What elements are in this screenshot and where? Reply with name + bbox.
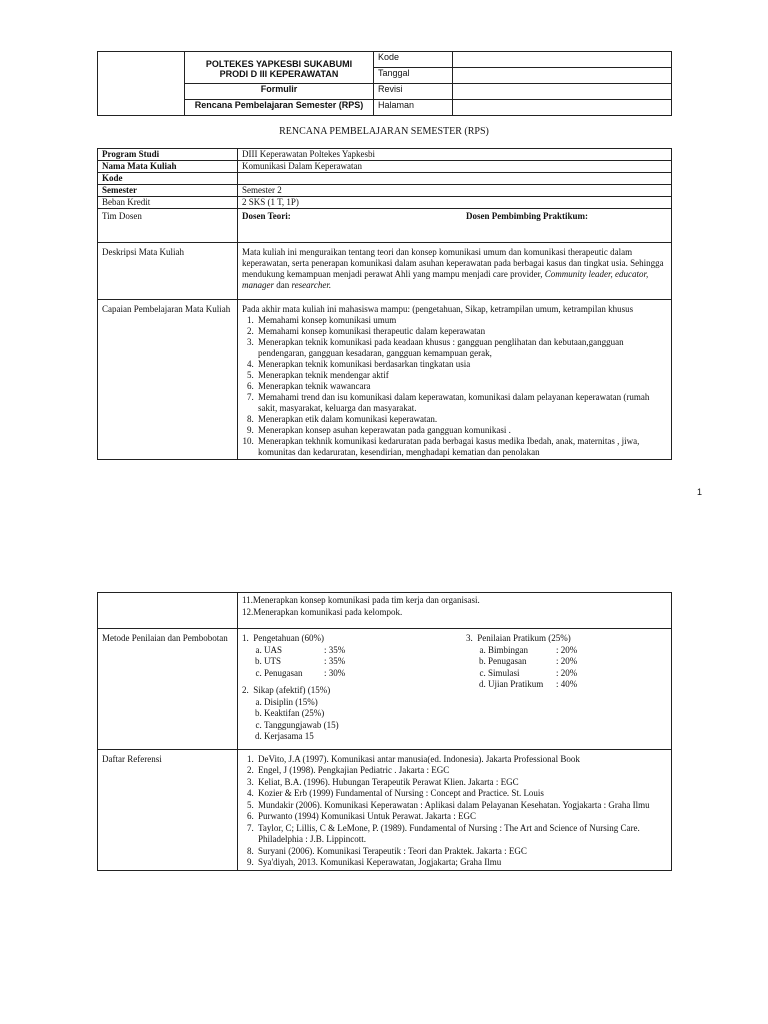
list-item: a. Disiplin (15%) [264,697,457,709]
label-beban: Beban Kredit [98,197,238,209]
dosen-praktikum: Dosen Pembimbing Praktikum: [466,211,589,221]
list-item: b. UTS : 35% [264,656,457,668]
list-item: 1. Memahami konsep komunikasi umum [256,315,667,326]
list-item: 4. Menerapkan teknik komunikasi berdasarkan tingkatan usia [256,359,667,370]
list-item: 2. Engel, J (1998). Pengkajian Pediatric . Jakarta : EGC [256,765,667,777]
list-item: b. Keaktifan (25%) [264,708,457,720]
list-item: c. Penugasan : 30% [264,668,457,680]
list-item: d. Ujian Pratikum : 40% [488,679,666,691]
list-item: 5. Menerapkan teknik mendengar aktif [256,370,667,381]
field-revisi: Revisi [374,84,453,100]
referensi-list [242,754,667,869]
value-capaian [238,300,672,460]
value-semester: Semester 2 [238,185,672,197]
list-item: 6. Menerapkan teknik wawancara [256,381,667,392]
form-label: Formulir [185,84,374,100]
list-item: 8. Suryani (2006). Komunikasi Terapeutik : Teori dan Praktek. Jakarta : EGC [256,846,667,858]
list-item: 10. Menerapkan tekhnik komunikasi kedaruratan pada berbagai kasus medika Ibedah, anak, maternitas , jiwa, komunitas dan kedaruratan, kesendirian, menghadapi kematian dan penolakan [256,436,667,458]
pengetahuan-heading: Pengetahuan (60%) [253,633,324,643]
pengetahuan-list [242,645,457,680]
label-empty [98,593,238,629]
course-info-table [97,148,672,460]
dosen-teori: Dosen Teori: [242,211,291,221]
list-item: a. Bimbingan : 20% [488,645,666,657]
metode-praktikum: 3. Penilaian Pratikum (25%) a. Bimbingan : 20% b. Penugasan : 20% c. Simulasi : 20% d. Ujian Pratikum : 40% [466,633,666,691]
list-item: d. Kerjasama 15 [264,731,457,743]
list-item: 9. Menerapkan konsep asuhan keperawatan pada gangguan komunikasi . [256,425,667,436]
field-halaman-value [453,100,672,116]
list-item: 8. Menerapkan etik dalam komunikasi keperawatan. [256,414,667,425]
list-item: 1. DeVito, J.A (1997). Komunikasi antar manusia(ed. Indonesia). Jakarta Professional Book [256,754,667,766]
field-kode: Kode [374,52,453,68]
label-metode: Metode Penilaian dan Pembobotan [98,629,238,750]
list-item: a. UAS : 35% [264,645,457,657]
value-metode [238,629,672,750]
label-program-studi: Program Studi [98,149,238,161]
value-referensi [238,749,672,870]
metode-pengetahuan: 1. Pengetahuan (60%) a. UAS : 35% b. UTS : 35% c. Penugasan : 30% 2. Sikap (afektif) (15%) a. Disiplin (15%) b. Keaktifan (25%) c. Tanggungjawab (15) d. Kerjasama 15 [242,633,457,743]
program-name: PRODI D III KEPERAWATAN [219,68,339,79]
list-item: c. Simulasi : 20% [488,668,666,680]
list-item: 12.Menerapkan komunikasi pada kelompok. [242,606,403,617]
list-item: b. Penugasan : 20% [488,656,666,668]
capaian-intro: Pada akhir mata kuliah ini mahasiswa mampu: (pengetahuan, Sikap, ketrampilan umum, ketrampilan khusus [242,304,634,314]
course-info-table-continued [97,592,672,871]
value-tim-dosen [238,209,672,243]
logo-cell [98,52,185,116]
list-item: 4. Kozier & Erb (1999) Fundamental of Nursing : Concept and Practice. St. Louis [256,788,667,800]
value-program-studi: DIII Keperawatan Poltekes Yapkesbi [238,149,672,161]
field-revisi-value [453,84,672,100]
list-item: c. Tanggungjawab (15) [264,720,457,732]
document-title: RENCANA PEMBELAJARAN SEMESTER (RPS) [279,126,489,137]
field-halaman: Halaman [374,100,453,116]
label-tim-dosen: Tim Dosen [98,209,238,243]
label-referensi: Daftar Referensi [98,749,238,870]
field-kode-value [453,52,672,68]
capaian-list [242,315,667,458]
praktikum-heading: Penilaian Pratikum (25%) [477,633,571,643]
label-nama-mk: Nama Mata Kuliah [98,161,238,173]
list-item: 6. Purwanto (1994) Komunikasi Untuk Perawat. Jakarta : EGC [256,811,667,823]
list-item: 5. Mundakir (2006). Komunikasi Keperawatan : Aplikasi dalam Pelayanan Kesehatan. Yogjakarta : Graha Ilmu [256,800,667,812]
form-name: Rencana Pembelajaran Semester (RPS) [185,100,374,116]
list-item: 2. Memahami konsep komunikasi therapeutic dalam keperawatan [256,326,667,337]
document-header [97,51,672,116]
label-semester: Semester [98,185,238,197]
field-tanggal: Tanggal [374,68,453,84]
value-deskripsi [238,243,672,300]
label-kode: Kode [98,173,238,185]
institution-cell [185,52,374,84]
list-item: 7. Taylor, C; Lillis, C & LeMone, P. (1989). Fundamental of Nursing : The Art and Science of Nursing Care. Philadelphia : J.B. Lippincott. [256,823,667,846]
list-item: 3. Keliat, B.A. (1996). Hubungan Terapeutik Perawat Klien. Jakarta : EGC [256,777,667,789]
list-item: 7. Memahami trend dan isu komunikasi dalam keperawatan, komunikasi dalam pelayanan keperawatan (rumah sakit, masyarakat, keluarga dan masyarakat. [256,392,667,414]
praktikum-list [466,645,666,691]
deskripsi-roles-2: researcher. [291,280,332,290]
page-number: 1 [697,487,703,497]
label-capaian: Capaian Pembelajaran Mata Kuliah [98,300,238,460]
value-beban: 2 SKS (1 T, 1P) [238,197,672,209]
institution-name: POLTEKES YAPKESBI SUKABUMI [205,58,353,69]
sikap-heading: Sikap (afektif) (15%) [253,685,331,695]
deskripsi-roles: Community leader, educator, manager [242,269,649,290]
list-item: 9. Sya'diyah, 2013. Komunikasi Keperawatan, Jogjakarta; Graha Ilmu [256,857,667,869]
value-capaian-continued [238,593,672,629]
field-tanggal-value [453,68,672,84]
label-deskripsi: Deskripsi Mata Kuliah [98,243,238,300]
deskripsi-text: Mata kuliah ini menguraikan tentang teori dan konsep komunikasi umum dan komunikasi therapeutic dalam keperawatan, serta penerapan komunikasi dalam asuhan keperawatan pada berbagai kasus dan tingkat usia. Sehingga mendukung kemampuan menjadi perawat Ahli yang mampu menjadi care provider, [242,247,664,279]
value-nama-mk: Komunikasi Dalam Keperawatan [238,161,672,173]
list-item: 11.Menerapkan konsep komunikasi pada tim kerja dan organisasi. [242,595,480,605]
sikap-list [242,697,457,743]
list-item: 3. Menerapkan teknik komunikasi pada keadaan khusus : gangguan penglihatan dan kebutaan,gangguan pendengaran, gangguan kesadaran, gangguan kemampuan gerak, [256,337,667,359]
deskripsi-tail: dan [276,280,290,290]
value-kode [238,173,672,185]
